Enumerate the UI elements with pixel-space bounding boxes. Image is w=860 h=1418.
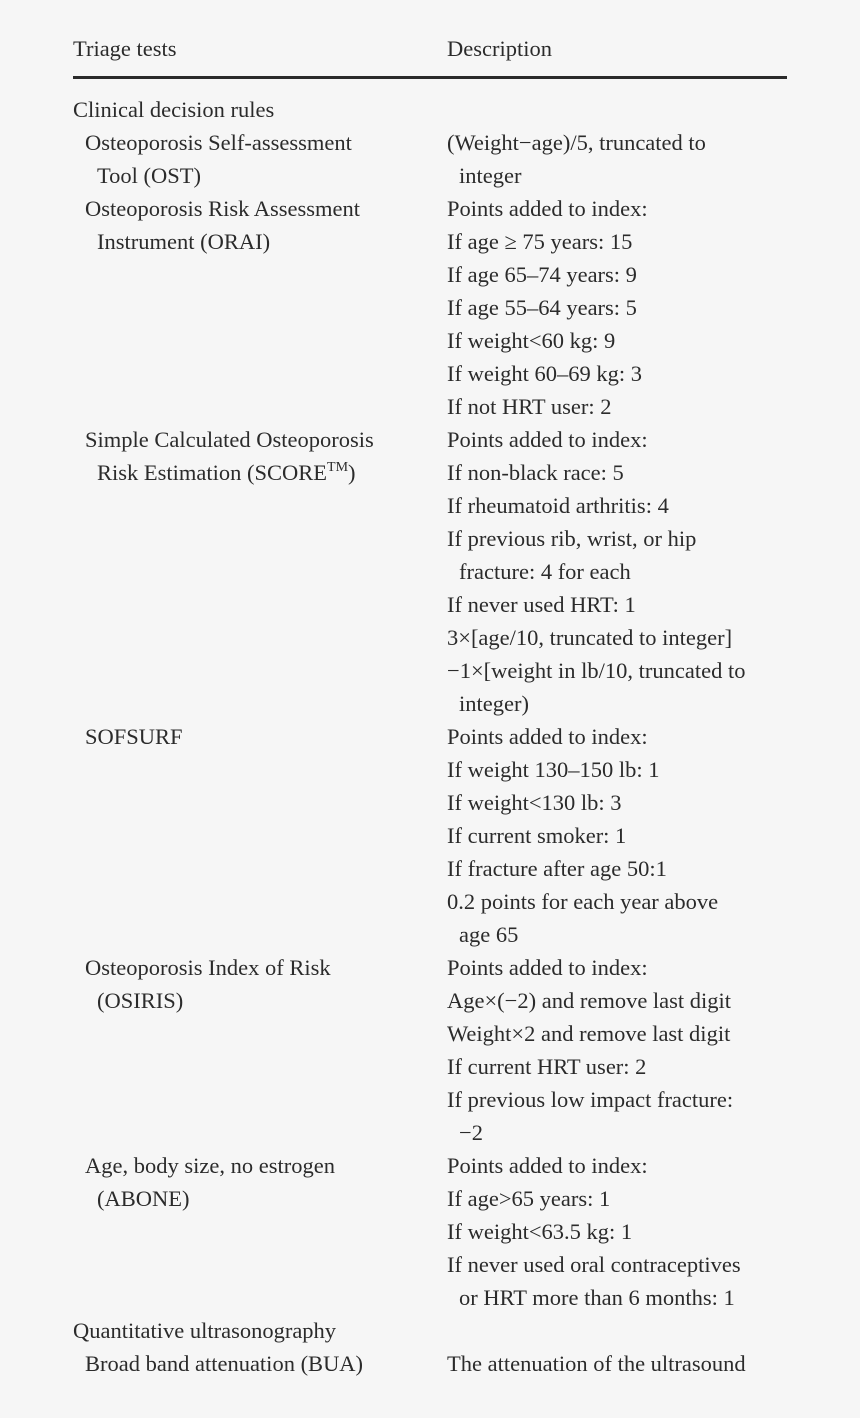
table-line xyxy=(73,951,787,984)
triage-test-name xyxy=(85,951,331,984)
table-line xyxy=(73,1182,787,1215)
triage-test-text: Age, body size, no estrogen xyxy=(85,1153,335,1178)
triage-test-text: Osteoporosis Risk Assessment xyxy=(85,196,361,221)
description-text: If non-black race: 5 xyxy=(447,460,624,485)
description-text: If age 65–74 years: 9 xyxy=(447,262,637,287)
table-line xyxy=(73,1050,787,1083)
table-header xyxy=(73,36,787,66)
description-text: If weight<130 lb: 3 xyxy=(447,790,622,815)
table-line xyxy=(73,687,787,720)
header-rule xyxy=(73,76,787,79)
triage-test-name xyxy=(97,456,356,489)
table-line xyxy=(73,885,787,918)
description-text: If age ≥ 75 years: 15 xyxy=(447,229,633,254)
triage-test-name xyxy=(97,984,183,1017)
table-line xyxy=(73,918,787,951)
table-line xyxy=(73,720,787,753)
table-line xyxy=(73,159,787,192)
description-text: Points added to index: xyxy=(447,427,648,452)
description-text: Points added to index: xyxy=(447,955,648,980)
description-text: integer xyxy=(459,163,522,188)
triage-test-name xyxy=(85,192,360,225)
description-text: Points added to index: xyxy=(447,1153,648,1178)
description-text: Points added to index: xyxy=(447,196,648,221)
description-text: age 65 xyxy=(459,922,519,947)
table-line xyxy=(73,324,787,357)
description-text: integer) xyxy=(459,691,529,716)
description-text: If previous low impact fracture: xyxy=(447,1087,734,1112)
triage-test-name xyxy=(85,720,183,753)
triage-test-text: Osteoporosis Index of Risk xyxy=(85,955,331,980)
description-text: If current smoker: 1 xyxy=(447,823,627,848)
triage-test-text: (OSIRIS) xyxy=(97,988,184,1013)
table-line xyxy=(73,225,787,258)
triage-test-text: Broad band attenuation (BUA) xyxy=(85,1351,364,1376)
section-heading xyxy=(73,93,274,126)
triage-test-name xyxy=(85,1347,363,1380)
triage-test-name xyxy=(85,1149,335,1182)
description-text: −1×[weight in lb/10, truncated to xyxy=(447,658,746,683)
description-text: If never used oral contraceptives xyxy=(447,1252,741,1277)
triage-test-text: Clinical decision rules xyxy=(73,97,275,122)
description-text: Points added to index: xyxy=(447,724,648,749)
description-text: Weight×2 and remove last digit xyxy=(447,1021,731,1046)
table-line xyxy=(73,126,787,159)
description-text: The attenuation of the ultrasound xyxy=(447,1351,746,1376)
description-text: If age>65 years: 1 xyxy=(447,1186,611,1211)
description-text: −2 xyxy=(459,1120,483,1145)
table-line xyxy=(73,1215,787,1248)
description-text: If current HRT user: 2 xyxy=(447,1054,647,1079)
table-line xyxy=(73,819,787,852)
description-text: If weight<60 kg: 9 xyxy=(447,328,616,353)
table-line xyxy=(73,357,787,390)
table-line xyxy=(73,1347,787,1380)
description-text: If age 55–64 years: 5 xyxy=(447,295,637,320)
table-line xyxy=(73,489,787,522)
table-line xyxy=(73,621,787,654)
triage-test-text: (ABONE) xyxy=(97,1186,190,1211)
description-text: If previous rib, wrist, or hip xyxy=(447,526,697,551)
description-text: If weight 60–69 kg: 3 xyxy=(447,361,642,386)
table-line xyxy=(73,192,787,225)
table-line xyxy=(73,753,787,786)
trademark-superscript: TM xyxy=(327,460,349,475)
triage-test-text-tail: ) xyxy=(348,460,356,485)
table-line xyxy=(73,390,787,423)
triage-test-text: Risk Estimation (SCORE xyxy=(97,460,328,485)
table-line xyxy=(73,588,787,621)
triage-test-name xyxy=(85,126,352,159)
description-text: 0.2 points for each year above xyxy=(447,889,719,914)
table-line xyxy=(73,555,787,588)
table-line xyxy=(73,456,787,489)
triage-test-text: Instrument (ORAI) xyxy=(97,229,271,254)
description-text: or HRT more than 6 months: 1 xyxy=(459,1285,735,1310)
description-text: If weight 130–150 lb: 1 xyxy=(447,757,660,782)
description-text: fracture: 4 for each xyxy=(459,559,631,584)
table-line xyxy=(73,1149,787,1182)
table-line xyxy=(73,852,787,885)
triage-test-text: Simple Calculated Osteoporosis xyxy=(85,427,374,452)
triage-test-name xyxy=(97,225,270,258)
triage-test-name xyxy=(85,423,374,456)
table-line xyxy=(73,522,787,555)
description-text: Age×(−2) and remove last digit xyxy=(447,988,732,1013)
header-description: Description xyxy=(447,36,552,61)
table-line xyxy=(73,1248,787,1281)
description-text: If never used HRT: 1 xyxy=(447,592,636,617)
table-line xyxy=(73,291,787,324)
triage-test-text: Tool (OST) xyxy=(97,163,202,188)
description-text: If fracture after age 50:1 xyxy=(447,856,667,881)
table-line xyxy=(73,654,787,687)
table-line xyxy=(73,258,787,291)
table-line xyxy=(73,1281,787,1314)
triage-test-text: Osteoporosis Self-assessment xyxy=(85,130,352,155)
description-text: (Weight−age)/5, truncated to xyxy=(447,130,706,155)
description-text: If weight<63.5 kg: 1 xyxy=(447,1219,633,1244)
table-line xyxy=(73,93,787,126)
table-line xyxy=(73,1017,787,1050)
table-line xyxy=(73,984,787,1017)
table-line xyxy=(73,1116,787,1149)
header-triage-tests: Triage tests xyxy=(73,36,177,61)
table-line xyxy=(73,1083,787,1116)
triage-test-text: SOFSURF xyxy=(85,724,183,749)
triage-test-name xyxy=(97,159,201,192)
description-text: If not HRT user: 2 xyxy=(447,394,612,419)
table-line xyxy=(73,423,787,456)
table-body xyxy=(73,93,787,1380)
table-line xyxy=(73,1314,787,1347)
table-line xyxy=(73,786,787,819)
description-text: 3×[age/10, truncated to integer] xyxy=(447,625,733,650)
section-heading xyxy=(73,1314,336,1347)
triage-test-name xyxy=(97,1182,189,1215)
triage-test-text: Quantitative ultrasonography xyxy=(73,1318,337,1343)
description-text: If rheumatoid arthritis: 4 xyxy=(447,493,669,518)
